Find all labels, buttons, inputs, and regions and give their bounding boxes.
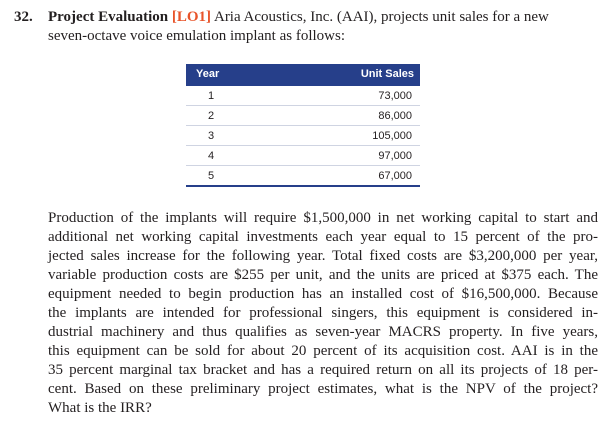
body-line: cent. Based on these preliminary project estimates, what is the NPV of the project? — [48, 381, 598, 397]
cell-unit-sales: 97,000 — [236, 146, 420, 166]
body-line: dustrial machinery and thus qualifies as seven-year MACRS property. In five years, — [48, 324, 598, 340]
intro-text-2: seven-octave voice emulation implant as follows: — [48, 28, 345, 44]
cell-year: 2 — [186, 106, 236, 126]
cell-unit-sales: 67,000 — [236, 166, 420, 187]
body-line: Production of the implants will require $1,500,000 in net working capital to start and — [48, 210, 598, 226]
cell-year: 3 — [186, 126, 236, 146]
body-line: this equipment can be sold for about 20 percent of its acquisition cost. AAI is in the — [48, 343, 598, 359]
body-line: 35 percent marginal tax bracket and has a required return on all its projects of 18 per- — [48, 362, 598, 378]
problem-number: 32. — [14, 9, 33, 25]
body-line: jected sales increase for the following year. Total fixed costs are $3,200,000 per year, — [48, 248, 598, 264]
cell-year: 4 — [186, 146, 236, 166]
learning-objective-link[interactable]: [LO1] — [171, 9, 212, 25]
problem-header — [14, 8, 604, 46]
body-line: variable production costs are $255 per unit, and the units are priced at $375 each. The — [48, 267, 598, 283]
table-row — [186, 106, 420, 126]
table-row — [186, 166, 420, 187]
body-line: equipment needed to begin production has an installed cost of $16,500,000. Because — [48, 286, 598, 302]
cell-year: 1 — [186, 85, 236, 106]
table-row — [186, 146, 420, 166]
table-row — [186, 85, 420, 106]
body-line: additional net working capital investments each year equal to 15 percent of the pro- — [48, 229, 598, 245]
intro-text-1: Aria Acoustics, Inc. (AAI), projects unit sales for a new — [213, 9, 549, 25]
body-line: What is the IRR? — [48, 400, 152, 416]
cell-unit-sales: 73,000 — [236, 85, 420, 106]
table-header-row — [186, 64, 420, 85]
cell-unit-sales: 86,000 — [236, 106, 420, 126]
header-year: Year — [186, 64, 236, 85]
body-line: the implants are intended for professional singers, this equipment is considered in- — [48, 305, 598, 321]
cell-unit-sales: 105,000 — [236, 126, 420, 146]
cell-year: 5 — [186, 166, 236, 187]
problem-body — [48, 209, 598, 418]
header-unit-sales: Unit Sales — [236, 64, 420, 85]
problem-intro-line-1 — [14, 8, 604, 27]
unit-sales-table — [186, 64, 420, 187]
table-row — [186, 126, 420, 146]
problem-title: Project Evaluation — [48, 9, 169, 25]
